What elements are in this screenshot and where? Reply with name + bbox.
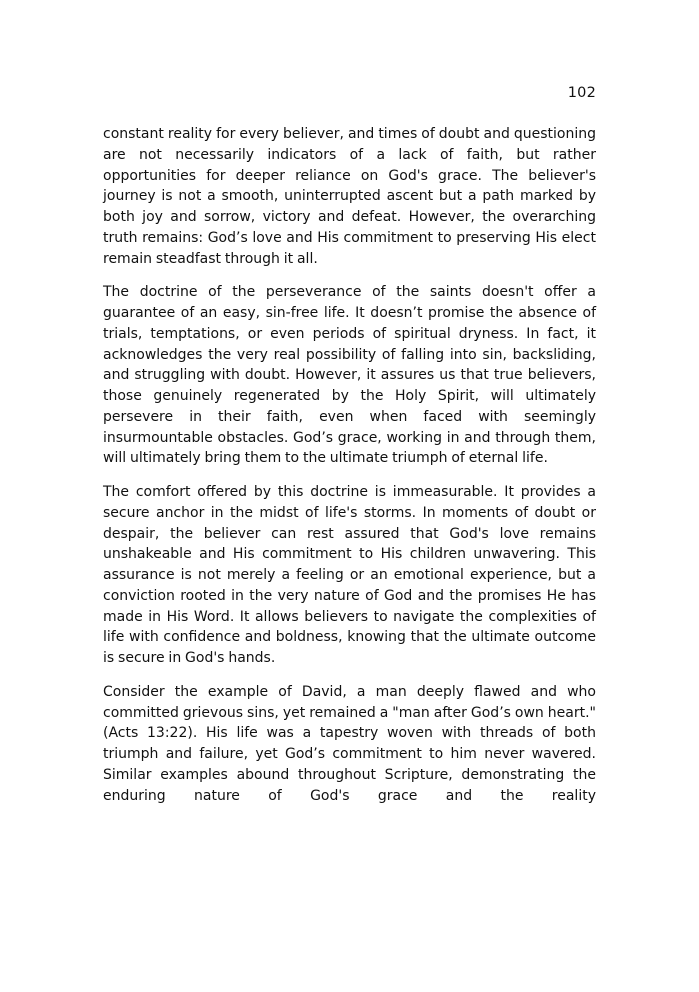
paragraph: The doctrine of the perseverance of the saints doesn't offer a guarantee of an easy, sin-free life. It doesn’t promise the absence of trials, temptations, or even periods of spiritual dryness. In fact, it acknowledges the very real possibility of falling into sin, backsliding, and struggling with doubt. However, it assures us that true believers, those genuinely regenerated by the Holy Spirit, will ultimately persevere in their faith, even when faced with seemingly insurmountable obstacles. God’s grace, working in and through them, will ultimately bring them to the ultimate triumph of eternal life. <box>103 284 596 467</box>
paragraph: The comfort offered by this doctrine is immeasurable. It provides a secure anchor in the midst of life's storms. In moments of doubt or despair, the believer can rest assured that God's love remains unshakeable and His commitment to His children unwavering. This assurance is not merely a feeling or an emotional experience, but a conviction rooted in the very nature of God and the promises He has made in His Word. It allows believers to navigate the complexities of life with confidence and boldness, knowing that the ultimate outcome is secure in God's hands. <box>103 484 596 666</box>
body-text <box>103 124 596 819</box>
page-number: 102 <box>567 85 596 101</box>
paragraph: constant reality for every believer, and times of doubt and questioning are not necessarily indicators of a lack of faith, but rather opportunities for deeper reliance on God's grace. The believer's journey is not a smooth, uninterrupted ascent but a path marked by both joy and sorrow, victory and defeat. However, the overarching truth remains: God’s love and His commitment to preserving His elect remain steadfast through it all. <box>103 126 596 267</box>
paragraph: Consider the example of David, a man deeply flawed and who committed grievous sins, yet remained a "man after God’s own heart." (Acts 13:22). His life was a tapestry woven with threads of both triumph and failure, yet God’s commitment to him never wavered. Similar examples abound throughout Scripture, demonstrating the enduring nature of God's grace and the reality <box>103 683 596 804</box>
